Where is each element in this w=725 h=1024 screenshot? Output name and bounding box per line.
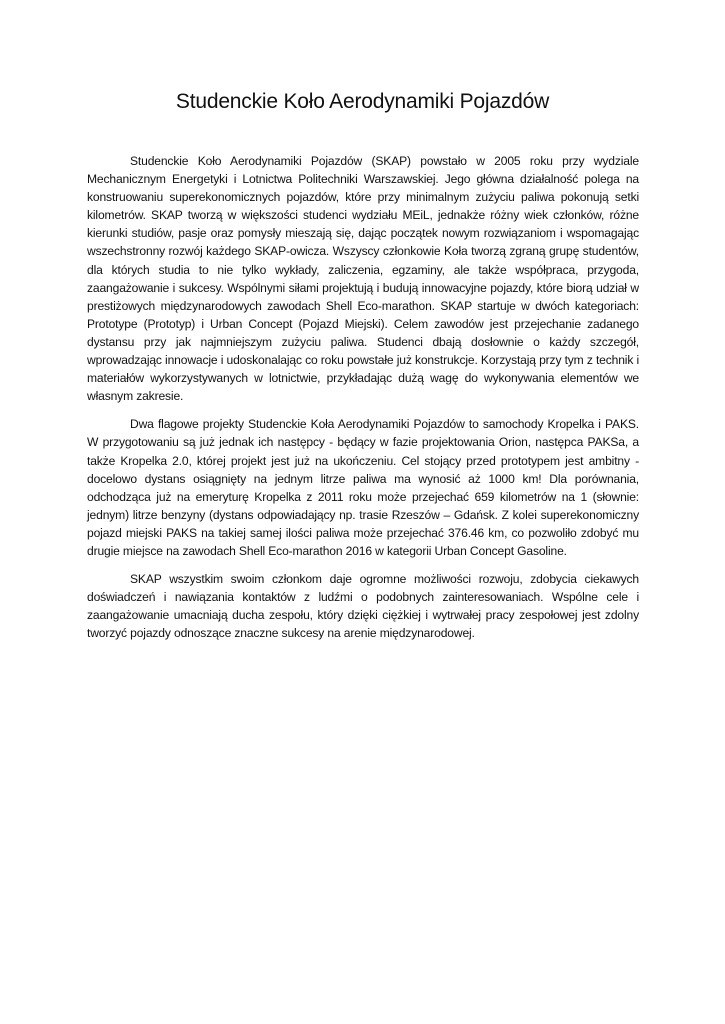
paragraph-intro: Studenckie Koło Aerodynamiki Pojazdów (SKAP) powstało w 2005 roku przy wydziale Mechanicznym Energetyki i Lotnictwa Politechniki Warszawskiej. Jego główna działalność polega na konstruowaniu superekonomicznych pojazdów, które przy minimalnym zużyciu paliwa pokonują setki kilometrów. SKAP tworzą w większości studenci wydziału MEiL, jednakże różny wiek członków, różne kierunki studiów, pasje oraz pomysły mieszają się, dając początek nowym rozwiązaniom i wspomagając wszechstronny rozwój każdego SKAP-owicza. Wszyscy członkowie Koła tworzą zgraną grupę studentów, dla których studia to nie tylko wykłady, zaliczenia, egzaminy, ale także współpraca, przygoda, zaangażowanie i sukcesy. Wspólnymi siłami projektują i budują innowacyjne pojazdy, które biorą udział w prestiżowych międzynarodowych zawodach Shell Eco-marathon. SKAP startuje w dwóch kategoriach: Prototype (Prototyp) i Urban Concept (Pojazd Miejski). Celem zawodów jest przejechanie zadanego dystansu przy jak najmniejszym zużyciu paliwa. Studenci dbają dosłownie o każdy szczegół, wprowadzając innowacje i udoskonalając co roku powstałe już konstrukcje. Korzystają przy tym z technik i materiałów wykorzystywanych w lotnictwie, przykładając dużą wagę do wykonywania elementów we własnym zakresie. <box>87 154 639 404</box>
document-title: Studenckie Koło Aerodynamiki Pojazdów <box>175 90 550 113</box>
paragraph-members: SKAP wszystkim swoim członkom daje ogromne możliwości rozwoju, zdobycia ciekawych doświadczeń i nawiązania kontaktów z ludźmi o podobnych zainteresowaniach. Wspólne cele i zaangażowanie umacniają ducha zespołu, który dzięki ciężkiej i wytrwałej pracy zespołowej jest zdolny tworzyć pojazdy odnoszące znaczne sukcesy na arenie międzynarodowej. <box>87 572 639 641</box>
document-body <box>87 152 639 652</box>
paragraph-projects: Dwa flagowe projekty Studenckie Koła Aerodynamiki Pojazdów to samochody Kropelka i PAKS. W przygotowaniu są już jednak ich następcy - będący w fazie projektowania Orion, następca PAKSa, a także Kropelka 2.0, której projekt jest już na ukończeniu. Cel stojący przed prototypem jest ambitny - docelowo dystans osiągnięty na jednym litrze paliwa ma wynosić aż 1000 km! Dla porównania, odchodząca już na emeryturę Kropelka z 2011 roku może przejechać 659 kilometrów na 1 (słownie: jednym) litrze benzyny (dystans odpowiadający np. trasie Rzeszów – Gdańsk. Z kolei superekonomiczny pojazd miejski PAKS na takiej samej ilości paliwa może przejechać 376.46 km, co pozwoliło zdobyć mu drugie miejsce na zawodach Shell Eco-marathon 2016 w kategorii Urban Concept Gasoline. <box>87 417 639 558</box>
